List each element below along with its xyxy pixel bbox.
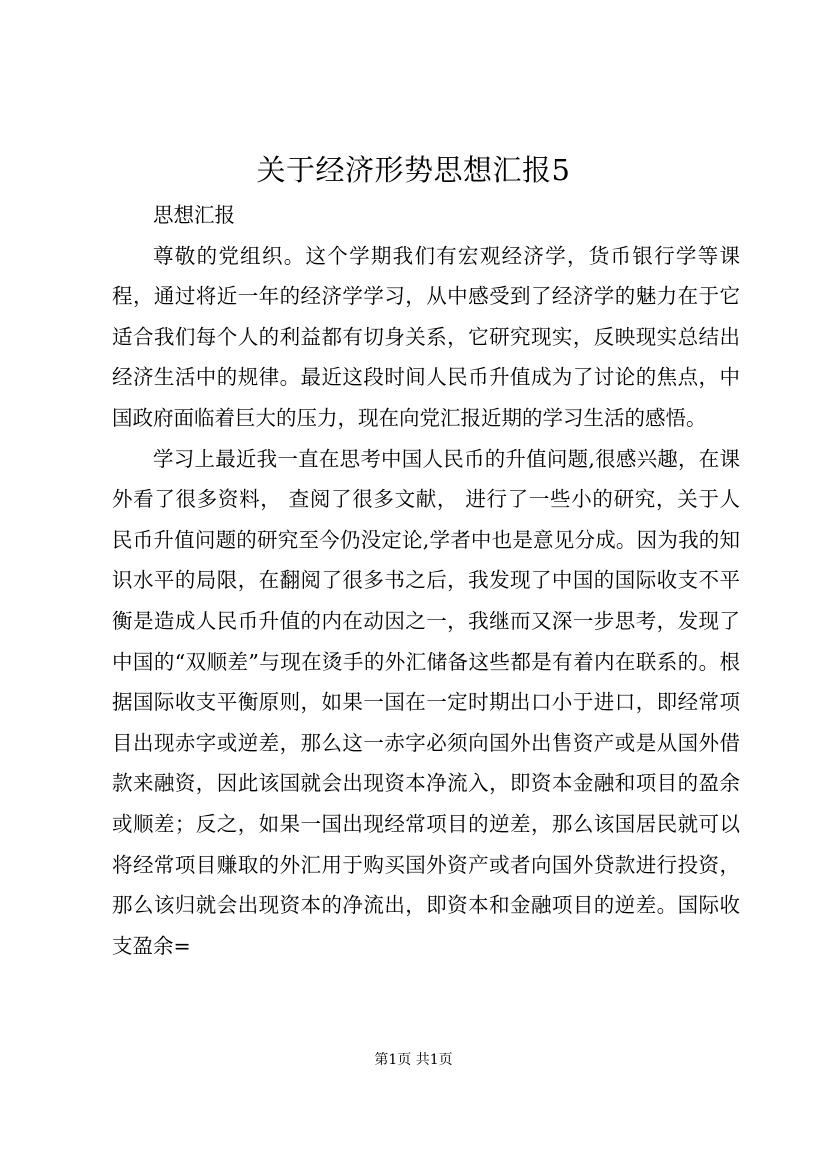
document-body — [112, 195, 740, 966]
paragraph-heading: 思想汇报 — [153, 203, 235, 227]
document-title: 关于经济形势思想汇报5 — [256, 153, 571, 187]
page-footer: 第1页 共1页 — [374, 1052, 453, 1068]
paragraph: 学习上最近我一直在思考中国人民币的升值问题,很感兴趣，在课外看了很多资料， 查阅了很多文献， 进行了一些小的研究，关于人民币升值问题的研究至今仍没定论,学者中也是意见分成。因为我的知识水平的局限，在翻阅了很多书之后，我发现了中国的国际收支不平衡是造成人民币升值的内在动因之一，我继而又深一步思考，发现了中国的“双顺差”与现在烫手的外汇储备这些都是有着内在联系的。根据国际收支平衡原则，如果一国在一定时期出口小于进口，即经常项目出现赤字或逆差，那么这一赤字必须向国外出售资产或是从国外借款来融资，因此该国就会出现资本净流入，即资本金融和项目的盈余或顺差；反之，如果一国出现经常项目的逆差，那么该国居民就可以将经常项目赚取的外汇用于购买国外资产或者向国外贷款进行投资，那么该归就会出现资本的净流出，即资本和金融项目的逆差。国际收支盈余= — [112, 446, 740, 958]
paragraph: 尊敬的党组织。这个学期我们有宏观经济学，货币银行学等课程，通过将近一年的经济学学习，从中感受到了经济学的魅力在于它适合我们每个人的利益都有切身关系，它研究现实，反映现实总结出经济生活中的规律。最近这段时间人民币升值成为了讨论的焦点，中国政府面临着巨大的压力，现在向党汇报近期的学习生活的感悟。 — [112, 243, 740, 430]
